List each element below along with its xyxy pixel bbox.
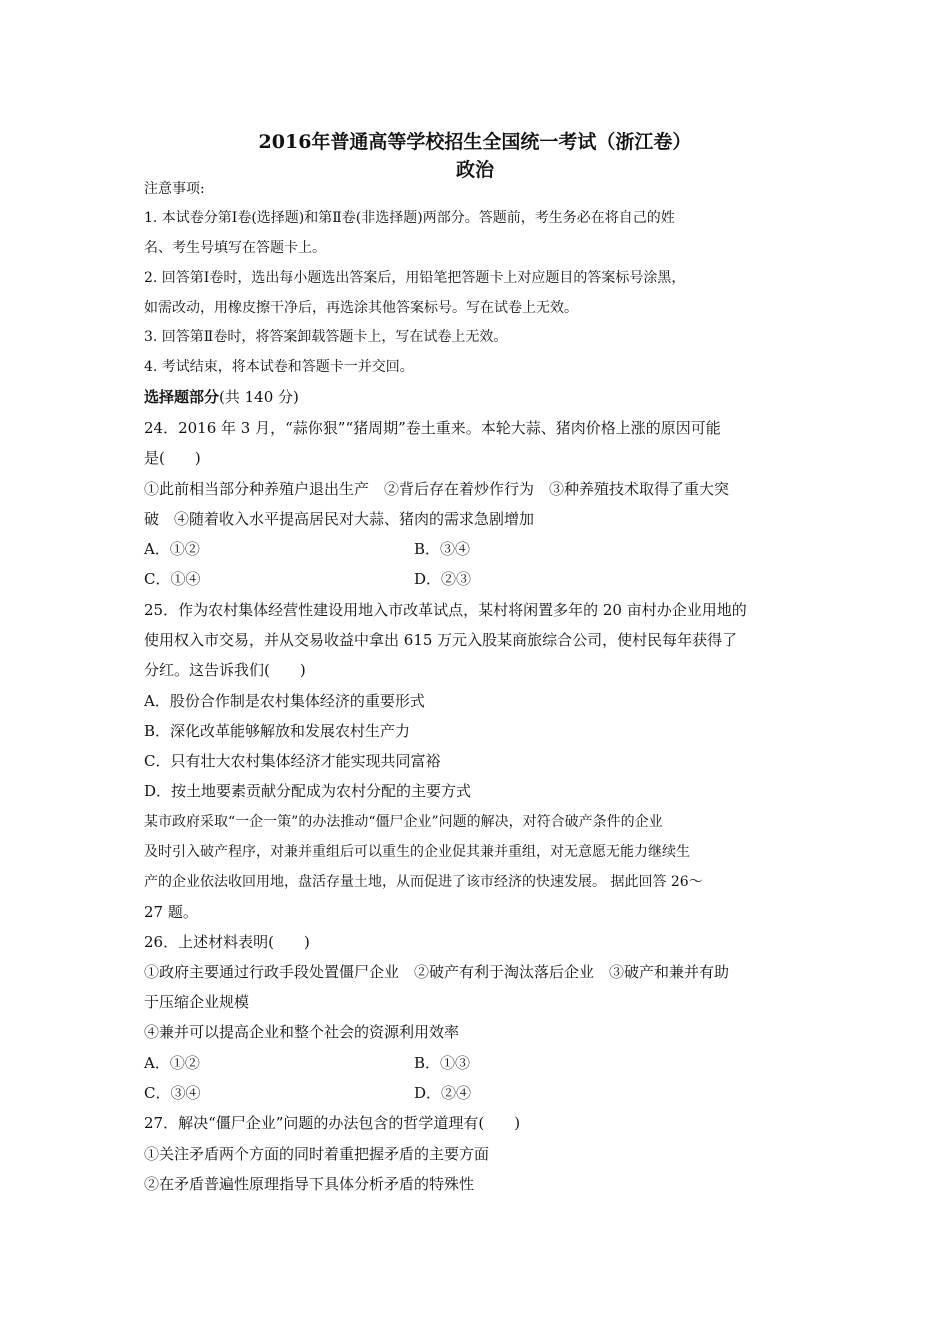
question-26-item: ①政府主要通过行政手段处置僵尸企业 ②破产有利于淘汰落后企业 ③破产和兼并有助	[144, 963, 730, 981]
question-24-item: 破 ④随着收入水平提高居民对大蒜、猪肉的需求急剧增加	[144, 510, 535, 528]
exam-title: 2016年普通高等学校招生全国统一考试（浙江卷）	[258, 131, 692, 153]
question-24-item: ①此前相当部分种养殖户退出生产 ②背后存在着炒作行为 ③种养殖技术取得了重大突	[144, 480, 730, 498]
material-paragraph: 某市政府采取“一企一策”的办法推动“僵尸企业”问题的解决，对符合破产条件的企业	[144, 814, 663, 830]
question-25-option-d: D．按土地要素贡献分配成为农村分配的主要方式	[144, 782, 472, 800]
section-score: (共 140 分)	[219, 388, 299, 406]
question-25-option-a: A．股份合作制是农村集体经济的重要形式	[144, 692, 425, 710]
question-26-item: 于压缩企业规模	[144, 993, 250, 1011]
notice-line: 名、考生号填写在答题卡上。	[144, 240, 326, 256]
notice-line: 3. 回答第Ⅱ卷时，将答案卸载答题卡上，写在试卷上无效。	[144, 329, 508, 345]
question-26-option-c: C．③④	[144, 1084, 201, 1102]
question-24-stem: 是( )	[144, 449, 201, 467]
question-25-option-b: B．深化改革能够解放和发展农村生产力	[144, 722, 411, 740]
question-24-option-d: D．②③	[414, 570, 472, 588]
question-26-option-b: B．①③	[414, 1054, 471, 1072]
question-24-option-b: B．③④	[414, 540, 471, 558]
material-paragraph: 27 题。	[144, 903, 198, 921]
question-25-option-c: C．只有壮大农村集体经济才能实现共同富裕	[144, 752, 441, 770]
question-27-item: ①关注矛盾两个方面的同时着重把握矛盾的主要方面	[144, 1145, 490, 1163]
notice-line: 2. 回答第Ⅰ卷时，选出每小题选出答案后，用铅笔把答题卡上对应题目的答案标号涂黑，	[144, 270, 686, 286]
section-heading	[144, 387, 810, 407]
question-25-stem: 25．作为农村集体经营性建设用地入市改革试点，某村将闲置多年的 20 亩村办企业用地的	[144, 601, 747, 619]
question-24-option-a: A．①②	[144, 540, 200, 558]
question-27-stem: 27．解决“僵尸企业”问题的办法包含的哲学道理有( )	[144, 1114, 521, 1132]
subject-title: 政治	[455, 159, 494, 181]
question-25-stem: 使用权入市交易，并从交易收益中拿出 615 万元入股某商旅综合公司，使村民每年获得了	[144, 631, 738, 649]
question-26-option-d: D．②④	[414, 1084, 472, 1102]
notice-heading: 注意事项:	[144, 181, 205, 197]
notice-line: 如需改动，用橡皮擦干净后，再选涂其他答案标号。写在试卷上无效。	[144, 300, 578, 316]
material-paragraph: 及时引入破产程序，对兼并重组后可以重生的企业促其兼并重组，对无意愿无能力继续生	[144, 844, 690, 860]
question-26-option-a: A．①②	[144, 1054, 200, 1072]
question-26-item: ④兼并可以提高企业和整个社会的资源利用效率	[144, 1023, 460, 1041]
notice-line: 4. 考试结束，将本试卷和答题卡一并交回。	[144, 359, 414, 375]
question-24-option-c: C．①④	[144, 570, 201, 588]
question-27-item: ②在矛盾普遍性原理指导下具体分析矛盾的特殊性	[144, 1175, 475, 1193]
question-25-stem: 分红。这告诉我们( )	[144, 661, 306, 679]
section-label: 选择题部分	[144, 388, 220, 406]
question-26-stem: 26．上述材料表明( )	[144, 933, 310, 951]
notice-line: 1. 本试卷分第Ⅰ卷(选择题)和第Ⅱ卷(非选择题)两部分。答题前，考生务必在将自己的姓	[144, 210, 675, 226]
question-24-stem: 24．2016 年 3 月，“蒜你狠”“猪周期”卷土重来。本轮大蒜、猪肉价格上涨的原因可能	[144, 419, 721, 437]
material-paragraph: 产的企业依法收回用地，盘活存量土地，从而促进了该市经济的快速发展。 据此回答 26～	[144, 874, 703, 890]
